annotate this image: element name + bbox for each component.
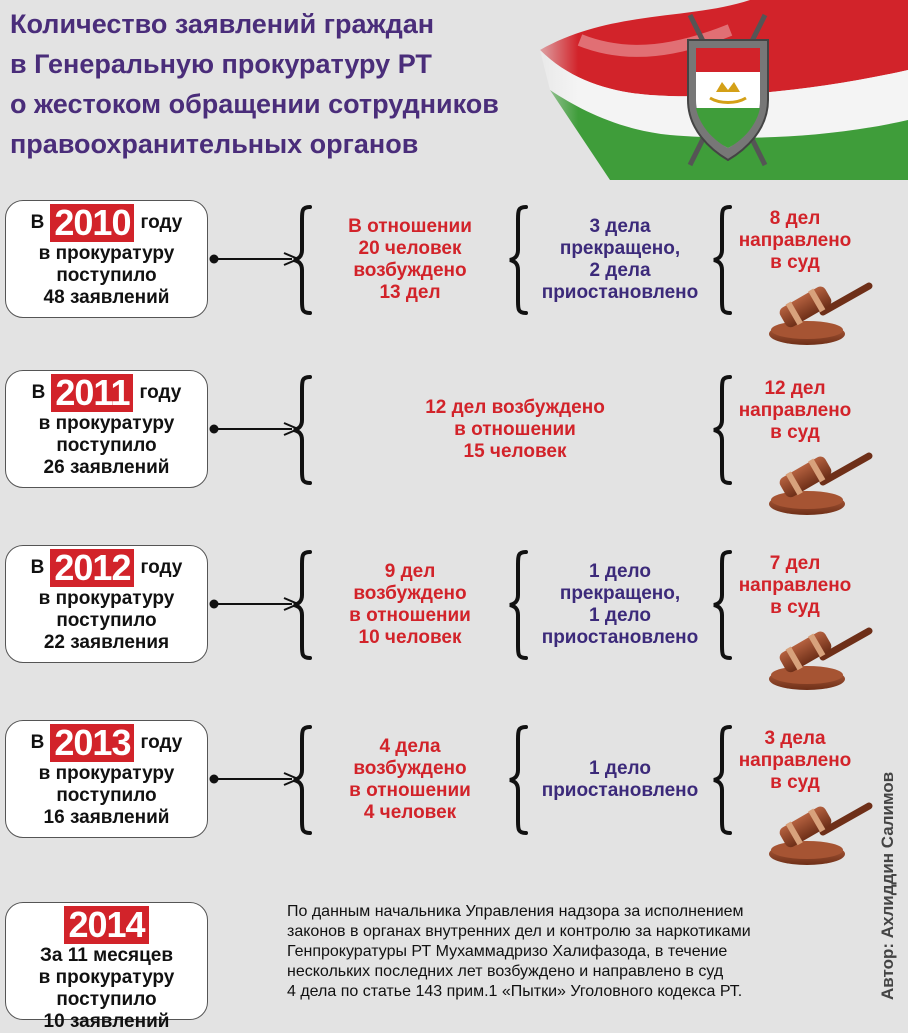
year-badge: 2014 [64,906,148,944]
brace-icon [292,725,314,835]
gavel-icon [765,276,875,348]
brace-icon [292,550,314,660]
cases-closed-text: 3 дела прекращено, 2 дела приостановлено [541,216,699,303]
source-note: По данным начальника Управления надзора за исполнением законов в органах внутренних дел и контролю за наркотиками Генпрокуратуры РТ Мухаммадризо Халифазода, в течение нескольких последних лет возбуждено и направлено в суд 4 дела по статье 143 прим.1 «Пытки» Уголовного кодекса РТ. [287,903,751,1000]
cases-to-court-text: 8 дел направлено в суд [738,208,852,273]
cases-opened-text: 9 дел возбуждено в отношении 10 человек [349,561,471,648]
year-badge: 2013 [50,724,134,762]
gavel-icon [765,621,875,693]
cases-opened-text: В отношении 20 человек возбуждено 13 дел [348,216,472,303]
year-box-2012: В 2012 году в прокуратуру поступило 22 заявления [5,545,208,663]
brace-icon [292,205,314,315]
cases-closed-text: 1 дело приостановлено [541,758,699,801]
gavel-icon [765,446,875,518]
cases-to-court-text: 3 дела направлено в суд [738,728,852,793]
gavel-icon [765,796,875,868]
brace-icon [292,375,314,485]
arrow-icon [208,422,300,436]
cases-to-court-text: 12 дел направлено в суд [738,378,852,443]
cases-to-court-text: 7 дел направлено в суд [738,553,852,618]
arrow-icon [208,772,300,786]
arrow-icon [208,252,300,266]
arrow-icon [208,597,300,611]
year-badge: 2012 [50,549,134,587]
year-box-2010: В 2010 году в прокуратуру поступило 48 заявлений [5,200,208,318]
author-credit: Автор: Ахлиддин Салимов [878,771,897,1000]
year-box-2014: 2014 За 11 месяцев в прокуратуру поступило 10 заявлений [5,902,208,1020]
cases-opened-text: 12 дел возбуждено в отношении 15 человек [425,397,605,462]
year-badge: 2011 [51,374,133,412]
cases-opened-text: 4 дела возбуждено в отношении 4 человек [349,736,471,823]
year-badge: 2010 [50,204,134,242]
page-title: Количество заявлений граждан в Генеральную прокуратуру РТ о жестоком обращении сотрудников правоохранительных органов [10,9,499,159]
cases-closed-text: 1 дело прекращено, 1 дело приостановлено [541,561,699,648]
flag-emblem-illustration [520,0,908,180]
year-box-2011: В 2011 году в прокуратуру поступило 26 заявлений [5,370,208,488]
year-box-2013: В 2013 году в прокуратуру поступило 16 заявлений [5,720,208,838]
